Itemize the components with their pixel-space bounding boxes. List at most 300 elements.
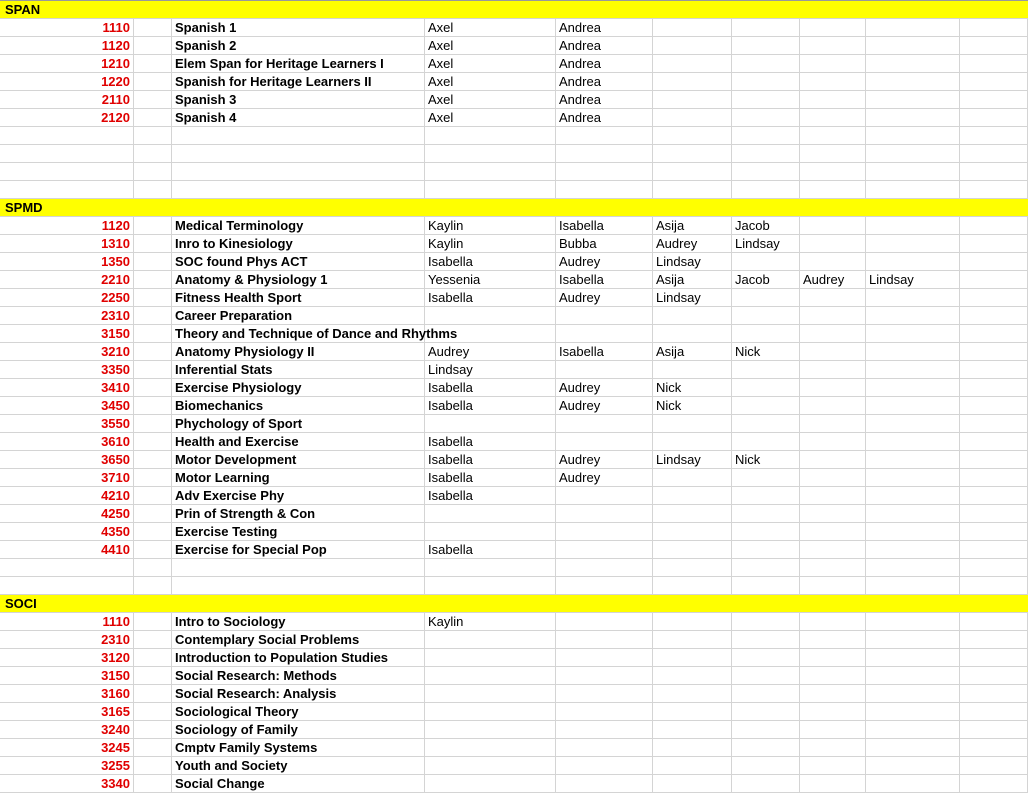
cell[interactable]: [960, 325, 1028, 343]
course-number-cell[interactable]: 3350: [0, 361, 134, 379]
cell[interactable]: [0, 145, 134, 163]
cell[interactable]: [866, 145, 960, 163]
cell[interactable]: [134, 55, 172, 73]
table-row[interactable]: [0, 217, 1028, 235]
person-cell[interactable]: [425, 757, 556, 775]
table-row[interactable]: [0, 613, 1028, 631]
person-cell[interactable]: Kaylin: [425, 235, 556, 253]
person-cell[interactable]: Isabella: [425, 487, 556, 505]
cell[interactable]: [134, 541, 172, 559]
table-row[interactable]: [0, 271, 1028, 289]
person-cell[interactable]: [732, 505, 800, 523]
course-name-cell[interactable]: Contemplary Social Problems: [172, 631, 425, 649]
cell[interactable]: [653, 145, 732, 163]
cell[interactable]: [960, 559, 1028, 577]
cell[interactable]: [172, 577, 425, 595]
table-row[interactable]: [0, 415, 1028, 433]
table-row[interactable]: [0, 757, 1028, 775]
course-name-cell[interactable]: Health and Exercise: [172, 433, 425, 451]
person-cell[interactable]: Audrey: [800, 271, 866, 289]
cell[interactable]: [653, 163, 732, 181]
person-cell[interactable]: [425, 703, 556, 721]
person-cell[interactable]: [866, 469, 960, 487]
person-cell[interactable]: [425, 325, 556, 343]
cell[interactable]: [960, 217, 1028, 235]
person-cell[interactable]: [800, 685, 866, 703]
cell[interactable]: [0, 163, 134, 181]
person-cell[interactable]: [800, 739, 866, 757]
cell[interactable]: [134, 397, 172, 415]
cell[interactable]: [0, 559, 134, 577]
person-cell[interactable]: [556, 775, 653, 793]
person-cell[interactable]: Jacob: [732, 217, 800, 235]
cell[interactable]: [960, 649, 1028, 667]
cell[interactable]: [960, 235, 1028, 253]
person-cell[interactable]: [800, 703, 866, 721]
person-cell[interactable]: Isabella: [425, 397, 556, 415]
person-cell[interactable]: [866, 451, 960, 469]
cell[interactable]: [960, 145, 1028, 163]
cell[interactable]: [732, 559, 800, 577]
cell[interactable]: [134, 451, 172, 469]
cell[interactable]: [134, 469, 172, 487]
person-cell[interactable]: [732, 631, 800, 649]
cell[interactable]: [960, 307, 1028, 325]
cell[interactable]: [960, 469, 1028, 487]
person-cell[interactable]: [732, 55, 800, 73]
course-name-cell[interactable]: Spanish 1: [172, 19, 425, 37]
table-row[interactable]: [0, 451, 1028, 469]
course-number-cell[interactable]: 1120: [0, 37, 134, 55]
person-cell[interactable]: [866, 379, 960, 397]
person-cell[interactable]: Andrea: [556, 73, 653, 91]
person-cell[interactable]: [653, 667, 732, 685]
person-cell[interactable]: [866, 37, 960, 55]
cell[interactable]: [960, 505, 1028, 523]
person-cell[interactable]: Lindsay: [732, 235, 800, 253]
cell[interactable]: [960, 523, 1028, 541]
person-cell[interactable]: [425, 415, 556, 433]
person-cell[interactable]: [732, 613, 800, 631]
person-cell[interactable]: Axel: [425, 91, 556, 109]
person-cell[interactable]: [653, 307, 732, 325]
person-cell[interactable]: Audrey: [556, 253, 653, 271]
course-number-cell[interactable]: 1210: [0, 55, 134, 73]
cell[interactable]: [134, 487, 172, 505]
person-cell[interactable]: [425, 523, 556, 541]
cell[interactable]: [134, 631, 172, 649]
course-number-cell[interactable]: 3150: [0, 667, 134, 685]
person-cell[interactable]: [800, 73, 866, 91]
person-cell[interactable]: [866, 775, 960, 793]
person-cell[interactable]: Asija: [653, 343, 732, 361]
person-cell[interactable]: [556, 541, 653, 559]
table-row[interactable]: [0, 91, 1028, 109]
section-header-row[interactable]: [0, 595, 1028, 613]
person-cell[interactable]: [732, 325, 800, 343]
course-number-cell[interactable]: 2210: [0, 271, 134, 289]
course-name-cell[interactable]: Social Research: Analysis: [172, 685, 425, 703]
cell[interactable]: [960, 109, 1028, 127]
course-number-cell[interactable]: 4210: [0, 487, 134, 505]
cell[interactable]: [960, 577, 1028, 595]
person-cell[interactable]: [800, 307, 866, 325]
course-name-cell[interactable]: Intro to Sociology: [172, 613, 425, 631]
person-cell[interactable]: Lindsay: [653, 451, 732, 469]
table-row[interactable]: [0, 379, 1028, 397]
person-cell[interactable]: [732, 523, 800, 541]
person-cell[interactable]: [732, 415, 800, 433]
person-cell[interactable]: [800, 379, 866, 397]
cell[interactable]: [556, 181, 653, 199]
person-cell[interactable]: Axel: [425, 55, 556, 73]
person-cell[interactable]: [556, 325, 653, 343]
person-cell[interactable]: [800, 469, 866, 487]
cell[interactable]: [960, 775, 1028, 793]
person-cell[interactable]: [866, 289, 960, 307]
person-cell[interactable]: [732, 469, 800, 487]
course-number-cell[interactable]: 3340: [0, 775, 134, 793]
person-cell[interactable]: Asija: [653, 271, 732, 289]
person-cell[interactable]: Andrea: [556, 91, 653, 109]
cell[interactable]: [556, 163, 653, 181]
cell[interactable]: [556, 127, 653, 145]
person-cell[interactable]: [866, 487, 960, 505]
person-cell[interactable]: [866, 19, 960, 37]
person-cell[interactable]: [653, 775, 732, 793]
person-cell[interactable]: [800, 217, 866, 235]
person-cell[interactable]: [866, 721, 960, 739]
course-number-cell[interactable]: 3245: [0, 739, 134, 757]
person-cell[interactable]: [732, 685, 800, 703]
cell[interactable]: [866, 577, 960, 595]
course-name-cell[interactable]: Social Change: [172, 775, 425, 793]
course-number-cell[interactable]: 3650: [0, 451, 134, 469]
person-cell[interactable]: [653, 325, 732, 343]
section-header-row[interactable]: [0, 199, 1028, 217]
person-cell[interactable]: [800, 415, 866, 433]
person-cell[interactable]: [653, 91, 732, 109]
cell[interactable]: [425, 163, 556, 181]
cell[interactable]: [732, 127, 800, 145]
person-cell[interactable]: [866, 217, 960, 235]
person-cell[interactable]: [866, 235, 960, 253]
person-cell[interactable]: Nick: [732, 451, 800, 469]
cell[interactable]: [134, 613, 172, 631]
course-number-cell[interactable]: 3160: [0, 685, 134, 703]
table-row[interactable]: [0, 289, 1028, 307]
person-cell[interactable]: Nick: [732, 343, 800, 361]
person-cell[interactable]: Jacob: [732, 271, 800, 289]
cell[interactable]: [134, 181, 172, 199]
table-row[interactable]: [0, 37, 1028, 55]
cell[interactable]: [134, 703, 172, 721]
cell[interactable]: [960, 757, 1028, 775]
cell[interactable]: [172, 163, 425, 181]
table-row[interactable]: [0, 55, 1028, 73]
person-cell[interactable]: [732, 307, 800, 325]
person-cell[interactable]: Lindsay: [653, 253, 732, 271]
course-number-cell[interactable]: 1110: [0, 19, 134, 37]
person-cell[interactable]: [866, 361, 960, 379]
person-cell[interactable]: [556, 523, 653, 541]
person-cell[interactable]: [556, 415, 653, 433]
person-cell[interactable]: [556, 361, 653, 379]
person-cell[interactable]: [556, 307, 653, 325]
person-cell[interactable]: [866, 757, 960, 775]
course-number-cell[interactable]: 3240: [0, 721, 134, 739]
course-name-cell[interactable]: Inro to Kinesiology: [172, 235, 425, 253]
table-row[interactable]: [0, 235, 1028, 253]
course-name-cell[interactable]: Medical Terminology: [172, 217, 425, 235]
course-name-cell[interactable]: Spanish 4: [172, 109, 425, 127]
course-number-cell[interactable]: 3450: [0, 397, 134, 415]
person-cell[interactable]: [653, 685, 732, 703]
person-cell[interactable]: [866, 109, 960, 127]
person-cell[interactable]: [800, 289, 866, 307]
cell[interactable]: [960, 685, 1028, 703]
person-cell[interactable]: [800, 253, 866, 271]
course-name-cell[interactable]: Motor Development: [172, 451, 425, 469]
course-number-cell[interactable]: 3120: [0, 649, 134, 667]
cell[interactable]: [134, 127, 172, 145]
person-cell[interactable]: [653, 739, 732, 757]
course-number-cell[interactable]: 3255: [0, 757, 134, 775]
person-cell[interactable]: [732, 649, 800, 667]
cell[interactable]: [653, 577, 732, 595]
person-cell[interactable]: Isabella: [425, 541, 556, 559]
person-cell[interactable]: Axel: [425, 19, 556, 37]
course-number-cell[interactable]: 4350: [0, 523, 134, 541]
course-name-cell[interactable]: Biomechanics: [172, 397, 425, 415]
section-header-row[interactable]: [0, 1, 1028, 19]
table-row[interactable]: [0, 307, 1028, 325]
cell[interactable]: [556, 559, 653, 577]
cell[interactable]: [134, 163, 172, 181]
person-cell[interactable]: [732, 73, 800, 91]
cell[interactable]: [960, 631, 1028, 649]
person-cell[interactable]: [653, 487, 732, 505]
person-cell[interactable]: [866, 343, 960, 361]
person-cell[interactable]: Isabella: [425, 253, 556, 271]
cell[interactable]: [960, 613, 1028, 631]
cell[interactable]: [556, 145, 653, 163]
person-cell[interactable]: [732, 487, 800, 505]
person-cell[interactable]: [556, 631, 653, 649]
person-cell[interactable]: [800, 631, 866, 649]
person-cell[interactable]: Isabella: [425, 379, 556, 397]
cell[interactable]: [960, 163, 1028, 181]
table-row[interactable]: [0, 649, 1028, 667]
course-name-cell[interactable]: Introduction to Population Studies: [172, 649, 425, 667]
cell[interactable]: [960, 73, 1028, 91]
cell[interactable]: [0, 577, 134, 595]
cell[interactable]: [134, 415, 172, 433]
person-cell[interactable]: Bubba: [556, 235, 653, 253]
table-row[interactable]: [0, 361, 1028, 379]
table-row[interactable]: [0, 343, 1028, 361]
course-name-cell[interactable]: Spanish 2: [172, 37, 425, 55]
person-cell[interactable]: [800, 361, 866, 379]
cell[interactable]: [172, 181, 425, 199]
person-cell[interactable]: [800, 55, 866, 73]
person-cell[interactable]: [556, 703, 653, 721]
cell[interactable]: [134, 577, 172, 595]
course-number-cell[interactable]: 2120: [0, 109, 134, 127]
cell[interactable]: [960, 739, 1028, 757]
person-cell[interactable]: [425, 721, 556, 739]
person-cell[interactable]: Isabella: [556, 271, 653, 289]
course-name-cell[interactable]: Cmptv Family Systems: [172, 739, 425, 757]
cell[interactable]: [960, 55, 1028, 73]
course-name-cell[interactable]: Motor Learning: [172, 469, 425, 487]
person-cell[interactable]: [800, 433, 866, 451]
cell[interactable]: [134, 37, 172, 55]
cell[interactable]: [134, 109, 172, 127]
person-cell[interactable]: [866, 253, 960, 271]
person-cell[interactable]: [425, 775, 556, 793]
cell[interactable]: [960, 181, 1028, 199]
person-cell[interactable]: [800, 397, 866, 415]
cell[interactable]: [134, 145, 172, 163]
person-cell[interactable]: [800, 721, 866, 739]
person-cell[interactable]: [866, 73, 960, 91]
person-cell[interactable]: [556, 613, 653, 631]
cell[interactable]: [134, 739, 172, 757]
table-row[interactable]: [0, 325, 1028, 343]
person-cell[interactable]: Lindsay: [425, 361, 556, 379]
person-cell[interactable]: [653, 757, 732, 775]
cell[interactable]: [960, 487, 1028, 505]
person-cell[interactable]: [800, 757, 866, 775]
person-cell[interactable]: [866, 667, 960, 685]
cell[interactable]: [960, 433, 1028, 451]
person-cell[interactable]: [866, 613, 960, 631]
person-cell[interactable]: Audrey: [556, 379, 653, 397]
cell[interactable]: [134, 505, 172, 523]
cell[interactable]: [134, 361, 172, 379]
person-cell[interactable]: [556, 739, 653, 757]
person-cell[interactable]: Lindsay: [866, 271, 960, 289]
cell[interactable]: [0, 181, 134, 199]
person-cell[interactable]: [800, 109, 866, 127]
cell[interactable]: [134, 559, 172, 577]
person-cell[interactable]: Kaylin: [425, 217, 556, 235]
person-cell[interactable]: Andrea: [556, 37, 653, 55]
person-cell[interactable]: [556, 757, 653, 775]
cell[interactable]: [653, 559, 732, 577]
person-cell[interactable]: [800, 613, 866, 631]
cell[interactable]: [134, 757, 172, 775]
cell[interactable]: [732, 163, 800, 181]
person-cell[interactable]: Axel: [425, 37, 556, 55]
person-cell[interactable]: [556, 685, 653, 703]
course-name-cell[interactable]: Career Preparation: [172, 307, 425, 325]
person-cell[interactable]: Audrey: [556, 289, 653, 307]
course-number-cell[interactable]: 4410: [0, 541, 134, 559]
person-cell[interactable]: [425, 505, 556, 523]
cell[interactable]: [134, 19, 172, 37]
table-row[interactable]: [0, 505, 1028, 523]
cell[interactable]: [134, 379, 172, 397]
table-row[interactable]: [0, 19, 1028, 37]
person-cell[interactable]: Isabella: [425, 469, 556, 487]
cell[interactable]: [134, 289, 172, 307]
course-number-cell[interactable]: 3550: [0, 415, 134, 433]
person-cell[interactable]: Axel: [425, 73, 556, 91]
cell[interactable]: [732, 145, 800, 163]
cell[interactable]: [425, 181, 556, 199]
person-cell[interactable]: [800, 19, 866, 37]
person-cell[interactable]: [732, 541, 800, 559]
course-number-cell[interactable]: 3210: [0, 343, 134, 361]
person-cell[interactable]: Isabella: [556, 343, 653, 361]
person-cell[interactable]: Audrey: [425, 343, 556, 361]
cell[interactable]: [800, 145, 866, 163]
cell[interactable]: [556, 577, 653, 595]
person-cell[interactable]: [800, 649, 866, 667]
person-cell[interactable]: [653, 19, 732, 37]
cell[interactable]: [960, 271, 1028, 289]
person-cell[interactable]: [800, 91, 866, 109]
person-cell[interactable]: Nick: [653, 397, 732, 415]
person-cell[interactable]: [800, 667, 866, 685]
course-name-cell[interactable]: Spanish for Heritage Learners II: [172, 73, 425, 91]
person-cell[interactable]: [866, 685, 960, 703]
person-cell[interactable]: [425, 307, 556, 325]
cell[interactable]: [134, 235, 172, 253]
person-cell[interactable]: Yessenia: [425, 271, 556, 289]
cell[interactable]: [800, 181, 866, 199]
person-cell[interactable]: [653, 433, 732, 451]
course-name-cell[interactable]: Elem Span for Heritage Learners I: [172, 55, 425, 73]
person-cell[interactable]: [425, 667, 556, 685]
person-cell[interactable]: [425, 685, 556, 703]
person-cell[interactable]: [800, 37, 866, 55]
person-cell[interactable]: [653, 703, 732, 721]
person-cell[interactable]: [732, 109, 800, 127]
person-cell[interactable]: Axel: [425, 109, 556, 127]
person-cell[interactable]: [425, 649, 556, 667]
course-name-cell[interactable]: Phychology of Sport: [172, 415, 425, 433]
cell[interactable]: [0, 127, 134, 145]
person-cell[interactable]: [653, 541, 732, 559]
person-cell[interactable]: [732, 721, 800, 739]
cell[interactable]: [653, 181, 732, 199]
person-cell[interactable]: [732, 757, 800, 775]
cell[interactable]: [960, 541, 1028, 559]
cell[interactable]: [866, 181, 960, 199]
course-name-cell[interactable]: Theory and Technique of Dance and Rhythms: [172, 325, 425, 343]
person-cell[interactable]: Audrey: [556, 397, 653, 415]
cell[interactable]: [960, 361, 1028, 379]
person-cell[interactable]: [866, 703, 960, 721]
course-number-cell[interactable]: 4250: [0, 505, 134, 523]
person-cell[interactable]: [425, 739, 556, 757]
course-name-cell[interactable]: Anatomy Physiology II: [172, 343, 425, 361]
course-name-cell[interactable]: Exercise Testing: [172, 523, 425, 541]
person-cell[interactable]: [732, 91, 800, 109]
cell[interactable]: [800, 127, 866, 145]
course-number-cell[interactable]: 3150: [0, 325, 134, 343]
course-number-cell[interactable]: 2250: [0, 289, 134, 307]
table-row[interactable]: [0, 253, 1028, 271]
person-cell[interactable]: [866, 739, 960, 757]
person-cell[interactable]: Andrea: [556, 19, 653, 37]
cell[interactable]: [134, 523, 172, 541]
person-cell[interactable]: [732, 775, 800, 793]
cell[interactable]: [134, 91, 172, 109]
